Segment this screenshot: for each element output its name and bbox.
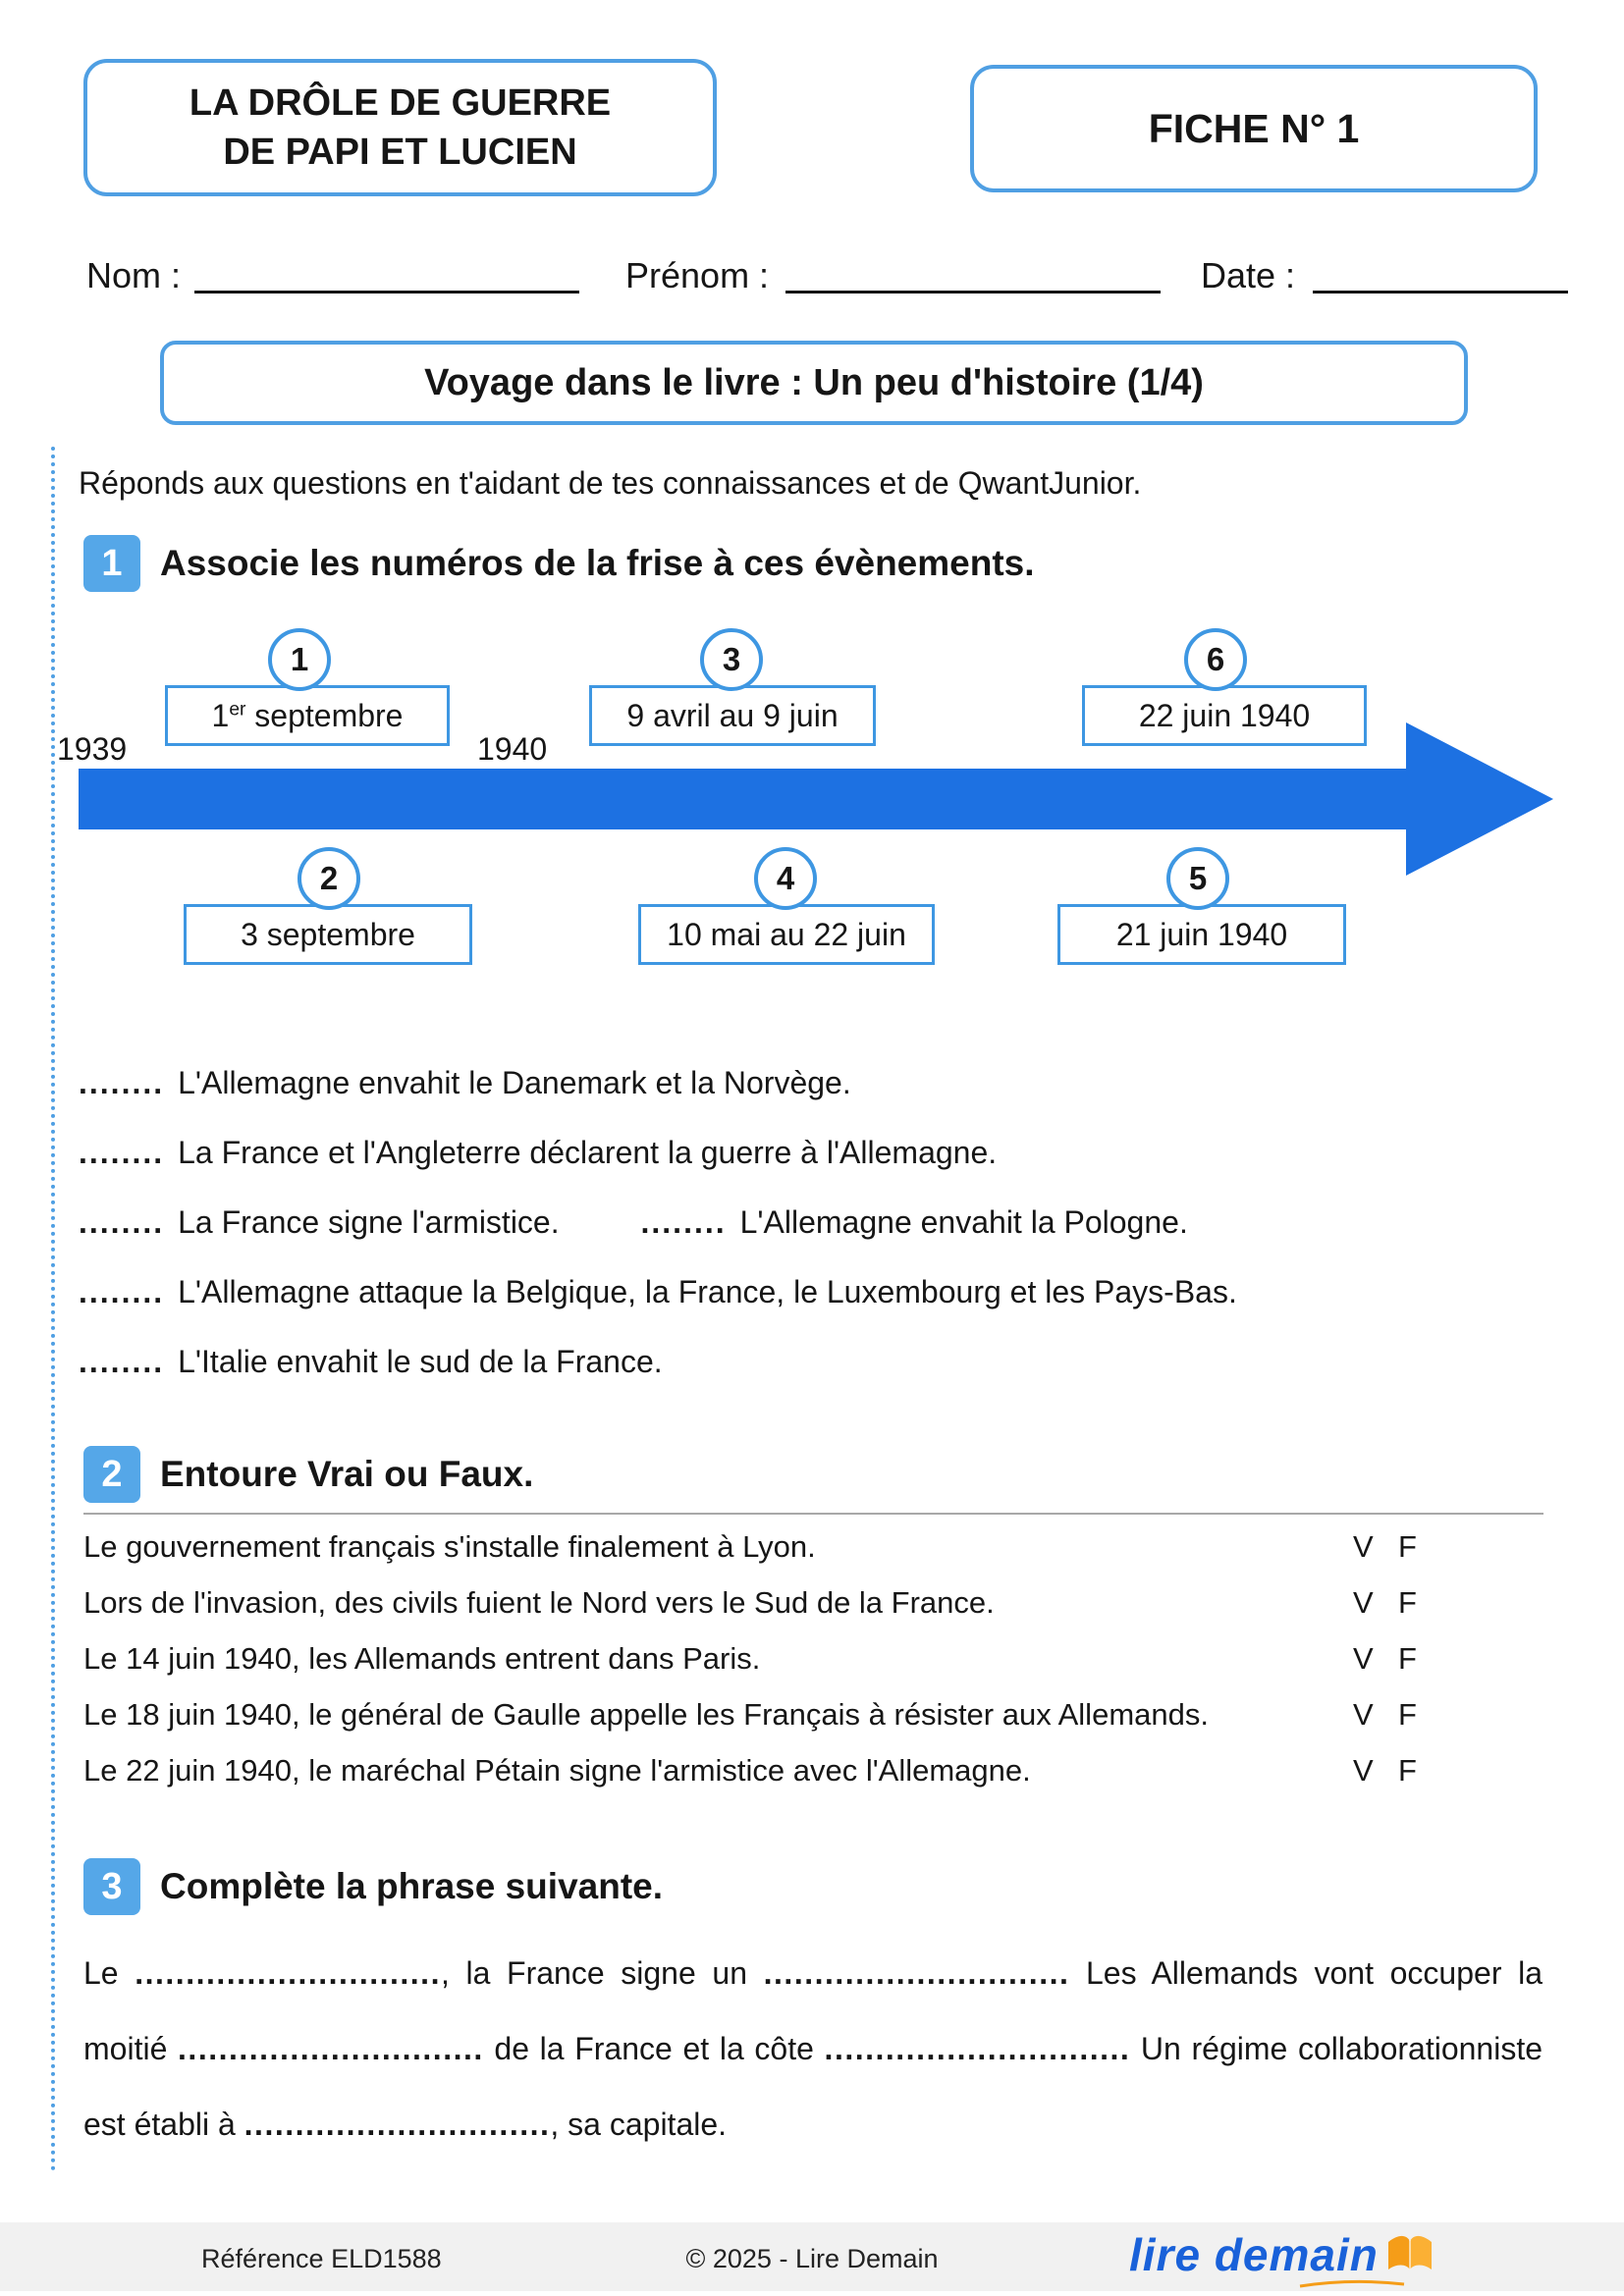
event-row-5 xyxy=(79,1344,663,1380)
timeline-label-text: 9 avril au 9 juin xyxy=(626,697,839,733)
open-book-icon xyxy=(1384,2232,1435,2275)
faux-option-3[interactable]: F xyxy=(1398,1641,1417,1676)
fill-blank-3[interactable]: .............................. xyxy=(178,2031,484,2066)
event-text-5: L'Allemagne attaque la Belgique, la France, le Luxembourg et les Pays-Bas. xyxy=(178,1274,1237,1309)
prenom-line[interactable] xyxy=(785,291,1161,294)
vf-row-3 xyxy=(83,1641,1543,1677)
fill-blank-4[interactable]: .............................. xyxy=(824,2031,1131,2066)
fiche-number: FICHE N° 1 xyxy=(1148,105,1360,151)
timeline-label-22-juin xyxy=(1082,685,1367,746)
publisher-logo xyxy=(1129,2228,1435,2281)
vf-statement-2: Lors de l'invasion, des civils fuient le Nord vers le Sud de la France. xyxy=(83,1585,995,1620)
faux-option-5[interactable]: F xyxy=(1398,1753,1417,1788)
answer-slot-3[interactable]: ........ xyxy=(79,1204,165,1240)
fill-text-2: , la France signe un xyxy=(440,1955,764,1991)
section-1-title: Associe les numéros de la frise à ces évènements. xyxy=(160,543,1035,583)
worksheet-title-line2: DE PAPI ET LUCIEN xyxy=(223,132,577,173)
vrai-option-5[interactable]: V xyxy=(1353,1753,1374,1788)
timeline-marker-4: 4 xyxy=(754,847,817,910)
fill-text-3: Les Allemands vont occuper la moitié xyxy=(83,1955,1543,2066)
vf-statement-4: Le 18 juin 1940, le général de Gaulle appelle les Français à résister aux Allemands. xyxy=(83,1697,1209,1732)
event-row-4 xyxy=(79,1274,1237,1310)
section-2-number: 2 xyxy=(83,1446,140,1503)
vf-row-2 xyxy=(83,1585,1543,1621)
timeline-label-9-avril xyxy=(589,685,876,746)
lesson-title-banner xyxy=(160,341,1468,425)
event-text-1: L'Allemagne envahit le Danemark et la Norvège. xyxy=(178,1065,851,1100)
vrai-option-2[interactable]: V xyxy=(1353,1585,1374,1620)
event-row-2 xyxy=(79,1135,997,1171)
vrai-option-1[interactable]: V xyxy=(1353,1529,1374,1564)
nom-label: Nom : xyxy=(86,255,182,295)
timeline-year-1939: 1939 xyxy=(57,731,128,767)
faux-option-1[interactable]: F xyxy=(1398,1529,1417,1564)
vf-statement-5: Le 22 juin 1940, le maréchal Pétain signe l'armistice avec l'Allemagne. xyxy=(83,1753,1031,1788)
vf-row-1 xyxy=(83,1529,1543,1565)
timeline-label-1er-septembre xyxy=(165,685,450,746)
timeline-label-10-mai xyxy=(638,904,935,965)
section-3-number: 3 xyxy=(83,1858,140,1915)
timeline-year-1940: 1940 xyxy=(477,731,548,767)
date-label: Date : xyxy=(1201,255,1296,295)
event-text-4: L'Allemagne envahit la Pologne. xyxy=(739,1204,1188,1240)
footer-copyright: © 2025 - Lire Demain xyxy=(685,2244,939,2273)
fill-text-1: Le xyxy=(83,1955,135,1991)
event-text-3: La France signe l'armistice. xyxy=(178,1204,560,1240)
vf-row-4 xyxy=(83,1697,1543,1733)
event-text-6: L'Italie envahit le sud de la France. xyxy=(178,1344,663,1379)
section-1-number: 1 xyxy=(83,535,140,592)
timeline-label-text: 21 juin 1940 xyxy=(1115,916,1288,952)
fill-text-6: , sa capitale. xyxy=(550,2107,728,2142)
timeline-marker-2: 2 xyxy=(298,847,360,910)
fiche-number-box xyxy=(970,65,1538,192)
nom-line[interactable] xyxy=(194,291,579,294)
timeline-label-21-juin xyxy=(1057,904,1346,965)
fill-blank-1[interactable]: .............................. xyxy=(135,1955,441,1991)
timeline-marker-3: 3 xyxy=(700,628,763,691)
fill-text-4: de la France et la côte xyxy=(483,2031,825,2066)
section-2-title: Entoure Vrai ou Faux. xyxy=(160,1454,534,1494)
worksheet-title-box xyxy=(83,59,717,196)
vf-statement-1: Le gouvernement français s'installe finalement à Lyon. xyxy=(83,1529,816,1564)
event-row-3 xyxy=(79,1204,1188,1241)
timeline-marker-1: 1 xyxy=(268,628,331,691)
faux-option-4[interactable]: F xyxy=(1398,1697,1417,1732)
answer-slot-6[interactable]: ........ xyxy=(79,1344,165,1379)
event-row-1 xyxy=(79,1065,851,1101)
vf-statement-3: Le 14 juin 1940, les Allemands entrent dans Paris. xyxy=(83,1641,761,1676)
faux-option-2[interactable]: F xyxy=(1398,1585,1417,1620)
answer-slot-1[interactable]: ........ xyxy=(79,1065,165,1100)
logo-swoosh-icon xyxy=(1298,2278,1406,2288)
fill-text-5: Un régime collaborationniste est établi à xyxy=(83,2031,1543,2142)
timeline-arrow-head xyxy=(1406,722,1553,876)
event-text-2: La France et l'Angleterre déclarent la guerre à l'Allemagne. xyxy=(178,1135,998,1170)
publisher-logo-text: lire demain xyxy=(1129,2229,1379,2280)
timeline-label-text: 10 mai au 22 juin xyxy=(667,916,906,952)
instructions-text: Réponds aux questions en t'aidant de tes connaissances et de QwantJunior. xyxy=(79,465,1142,501)
timeline-label-3-septembre xyxy=(184,904,472,965)
fill-paragraph xyxy=(83,1936,1543,2163)
timeline-marker-5: 5 xyxy=(1166,847,1229,910)
worksheet-title-line1: LA DRÔLE DE GUERRE xyxy=(189,81,612,124)
timeline-label-text: 3 septembre xyxy=(241,916,415,952)
lesson-title: Voyage dans le livre : Un peu d'histoire (1/4) xyxy=(424,361,1204,403)
date-line[interactable] xyxy=(1313,291,1568,294)
timeline-label-text: 1er septembre xyxy=(211,697,404,733)
fill-blank-5[interactable]: .............................. xyxy=(244,2107,551,2142)
timeline-marker-6: 6 xyxy=(1184,628,1247,691)
cut-dotted-line xyxy=(51,447,55,2172)
vrai-option-4[interactable]: V xyxy=(1353,1697,1374,1732)
prenom-label: Prénom : xyxy=(625,255,770,295)
timeline-arrow-body xyxy=(79,769,1406,829)
answer-slot-4[interactable]: ........ xyxy=(640,1204,727,1240)
answer-slot-2[interactable]: ........ xyxy=(79,1135,165,1170)
section-2-divider xyxy=(83,1513,1543,1515)
vrai-option-3[interactable]: V xyxy=(1353,1641,1374,1676)
vf-row-5 xyxy=(83,1753,1543,1789)
answer-slot-5[interactable]: ........ xyxy=(79,1274,165,1309)
timeline-label-text: 22 juin 1940 xyxy=(1138,697,1311,733)
footer-reference: Référence ELD1588 xyxy=(201,2244,442,2273)
section-3-title: Complète la phrase suivante. xyxy=(160,1866,664,1906)
fill-blank-2[interactable]: .............................. xyxy=(763,1955,1070,1991)
